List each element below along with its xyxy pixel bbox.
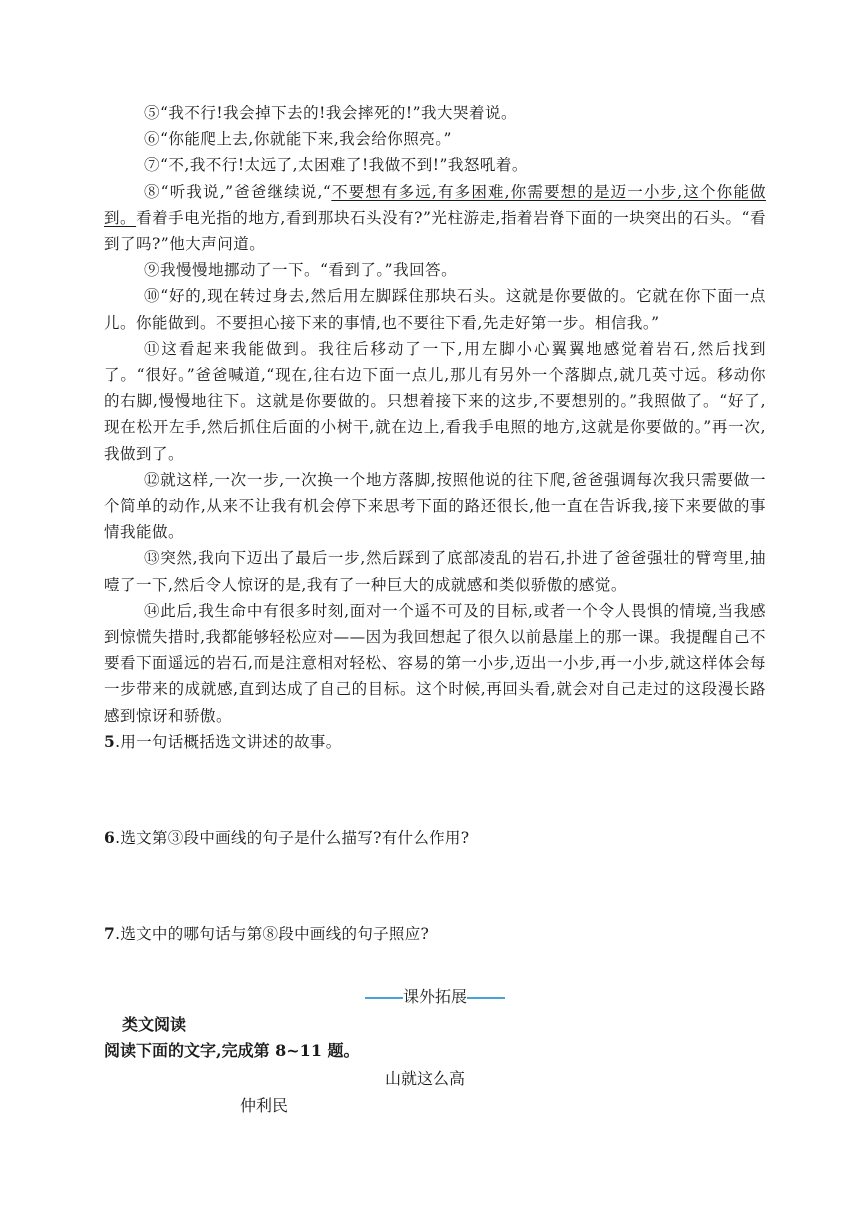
reading-passage	[104, 100, 766, 947]
question-7-number: 7	[104, 923, 116, 943]
paragraph-6: ⑥“你能爬上去,你就能下来,我会给你照亮。”	[144, 130, 452, 149]
paragraph-9: ⑨我慢慢地挪动了一下。“看到了。”我回答。	[144, 261, 458, 280]
paragraph-8-underlined-sentence: 不要想有多远,有多困难,你需要想的是迈一小步,这个你能做到。	[104, 182, 766, 227]
question-6-text: .选文第③段中画线的句子是什么描写?有什么作用?	[115, 828, 470, 847]
paragraph-11: ⑪这看起来我能做到。我往后移动了一下,用左脚小心翼翼地感觉着岩石,然后找到了。“很好。”爸爸喊道,“现在,往右边下面一点儿,那儿有另外一个落脚点,就几英寸远。移动你的右脚,慢慢地往下。这就是你要做的。只想着接下来的这步,不要想别的。”我照做了。“好了,现在松开左手,然后抓住后面的小树干,就在边上,看我手电照的地方,这就是你要做的。”再一次,我做到了。	[104, 339, 766, 463]
paragraph-8-start: ⑧“听我说,”爸爸继续说,“	[144, 182, 332, 201]
paragraph-8-end: 看着手电光指的地方,看到那块石头没有?”光柱游走,指着岩脊下面的一块突出的石头。“看到了吗?”他大声问道。	[104, 208, 766, 254]
answer-space-5	[104, 755, 766, 825]
section-heading-text: 课外拓展	[402, 987, 467, 1006]
instruction-text: 阅读下面的文字,完成第 8~11 题。	[104, 1041, 360, 1060]
question-6-number: 6	[104, 827, 116, 847]
article-author: 仲利民	[240, 1096, 289, 1115]
question-7-text: .选文中的哪句话与第⑧段中画线的句子照应?	[115, 924, 430, 943]
question-6	[104, 825, 766, 851]
heading-rule-right	[467, 997, 505, 999]
paragraph-14: ⑭此后,我生命中有很多时刻,面对一个遥不可及的目标,或者一个令人畏惧的情境,当我感到惊慌失措时,我都能够轻松应对——因为我回想起了很久以前悬崖上的那一课。我提醒自己不要看下面遥远的岩石,而是注意相对轻松、容易的第一小步,迈出一小步,再一小步,就这样体会每一步带来的成就感,直到达成了自己的目标。这个时候,再回头看,就会对自己走过的这段漫长路感到惊讶和骄傲。	[104, 601, 766, 725]
paragraph-10: ⑩“好的,现在转过身去,然后用左脚踩住那块石头。这就是你要做的。它就在你下面一点儿。你能做到。不要担心接下来的事情,也不要往下看,先走好第一步。相信我。”	[104, 287, 766, 332]
paragraph-13: ⑬突然,我向下迈出了最后一步,然后踩到了底部凌乱的岩石,扑进了爸爸强壮的臂弯里,抽噎了一下,然后令人惊讶的是,我有了一种巨大的成就感和类似骄傲的感觉。	[104, 549, 766, 594]
paragraph-5: ⑤“我不行!我会掉下去的!我会摔死的!”我大哭着说。	[144, 104, 518, 122]
paragraph-7: ⑦“不,我不行!太远了,太困难了!我做不到!”我怒吼着。	[144, 156, 528, 175]
answer-space-6	[104, 851, 766, 921]
question-5	[104, 729, 766, 755]
paragraph-8	[104, 179, 766, 258]
paragraph-12: ⑫就这样,一次一步,一次换一个地方落脚,按照他说的往下爬,爸爸强调每次我只需要做一个简单的动作,从来不让我有机会停下来思考下面的路还很长,他一直在告诉我,接下来要做的事情我能做。	[104, 470, 766, 542]
heading-rule-left	[365, 997, 403, 999]
question-5-text: .用一句话概括选文讲述的故事。	[115, 732, 342, 751]
article-title: 山就这么高	[385, 1069, 466, 1088]
section-heading	[104, 984, 766, 1007]
section-subtitle: 类文阅读	[122, 1015, 187, 1034]
question-5-number: 5	[104, 731, 116, 751]
question-7	[104, 921, 766, 947]
